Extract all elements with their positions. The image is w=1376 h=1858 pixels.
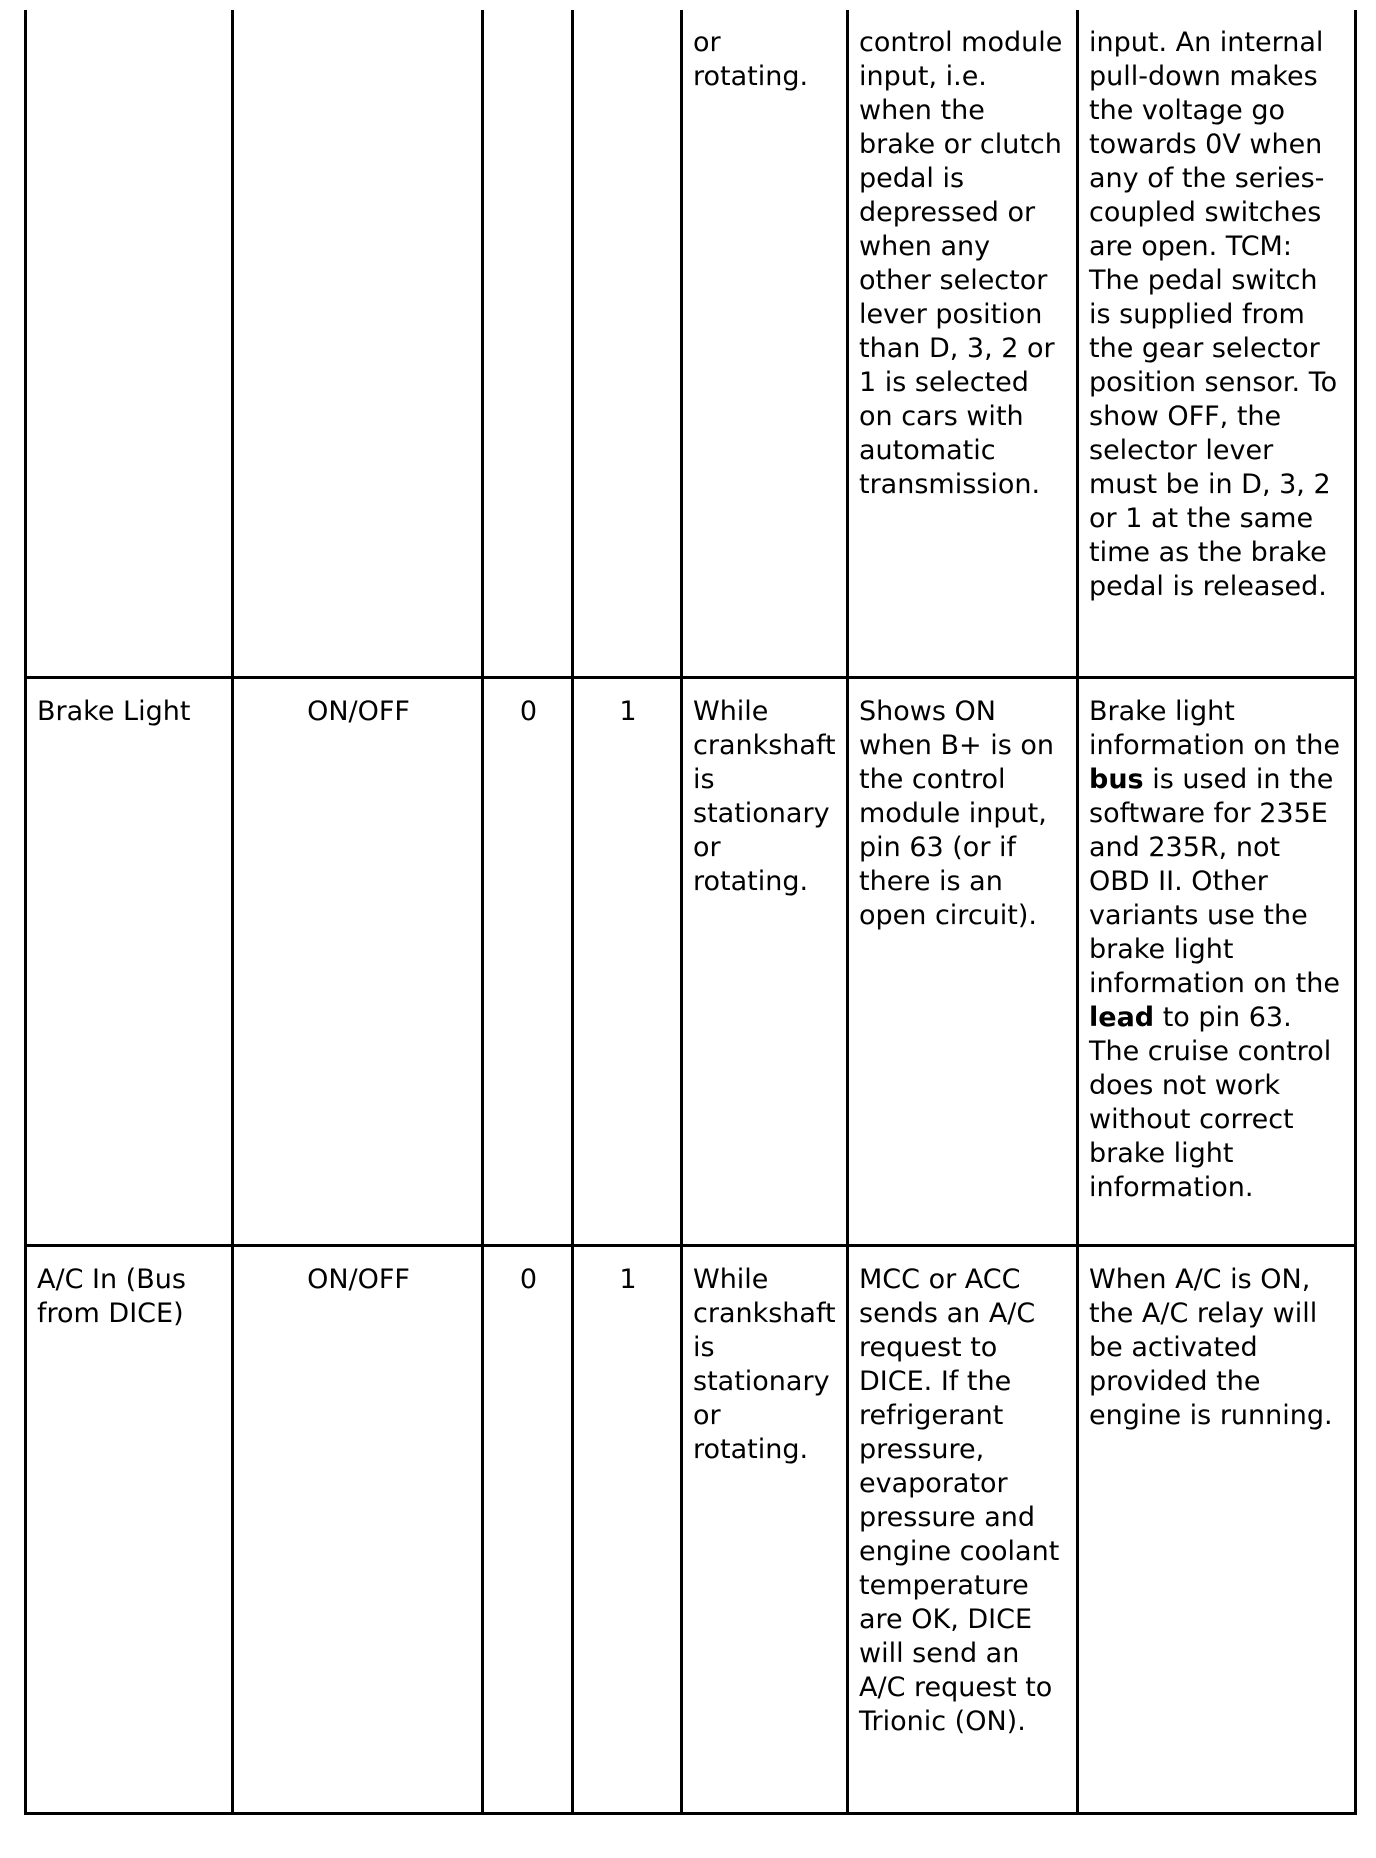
- condition-cell: While crankshaft is stationary or rotating.: [682, 677, 848, 1245]
- table-row: [26, 677, 1356, 1245]
- comment-cell: [1078, 677, 1356, 1245]
- max-value-cell: 1: [573, 677, 682, 1245]
- table-row: [26, 10, 1356, 677]
- parameter-name-cell: A/C In (Bus from DICE): [26, 1245, 233, 1813]
- description-cell: Shows ON when B+ is on the control module input, pin 63 (or if there is an open circuit).: [848, 677, 1078, 1245]
- comment-text: Brake light information on the: [1089, 695, 1340, 761]
- parameter-name-cell: [26, 10, 233, 677]
- description-cell: control module input, i.e. when the brake or clutch pedal is depressed or when any other selector lever position than D, 3, 2 or 1 is selected on cars with automatic transmission.: [848, 10, 1078, 677]
- bold-term-bus: bus: [1089, 763, 1144, 795]
- bold-term-lead: lead: [1089, 1001, 1155, 1033]
- table-row: [26, 1245, 1356, 1813]
- min-value-cell: [483, 10, 573, 677]
- parameter-type-cell: ON/OFF: [233, 677, 483, 1245]
- min-value-cell: 0: [483, 1245, 573, 1813]
- parameter-name-cell: Brake Light: [26, 677, 233, 1245]
- comment-cell: When A/C is ON, the A/C relay will be activated provided the engine is running.: [1078, 1245, 1356, 1813]
- max-value-cell: [573, 10, 682, 677]
- parameter-table: [24, 10, 1357, 1815]
- condition-cell: or rotating.: [682, 10, 848, 677]
- parameter-type-cell: ON/OFF: [233, 1245, 483, 1813]
- max-value-cell: 1: [573, 1245, 682, 1813]
- parameter-type-cell: [233, 10, 483, 677]
- comment-cell: input. An internal pull-down makes the voltage go towards 0V when any of the series-coupled switches are open. TCM: The pedal switch is supplied from the gear selector position sensor. To show OFF, the selector lever must be in D, 3, 2 or 1 at the same time as the brake pedal is released.: [1078, 10, 1356, 677]
- comment-text: is used in the software for 235E and 235R, not OBD II. Other variants use the brake light information on the: [1089, 763, 1340, 999]
- condition-cell: While crankshaft is stationary or rotating.: [682, 1245, 848, 1813]
- comment-text: to pin 63. The cruise control does not work without correct brake light information.: [1089, 1001, 1332, 1203]
- min-value-cell: 0: [483, 677, 573, 1245]
- description-cell: MCC or ACC sends an A/C request to DICE. If the refrigerant pressure, evaporator pressure and engine coolant temperature are OK, DICE will send an A/C request to Trionic (ON).: [848, 1245, 1078, 1813]
